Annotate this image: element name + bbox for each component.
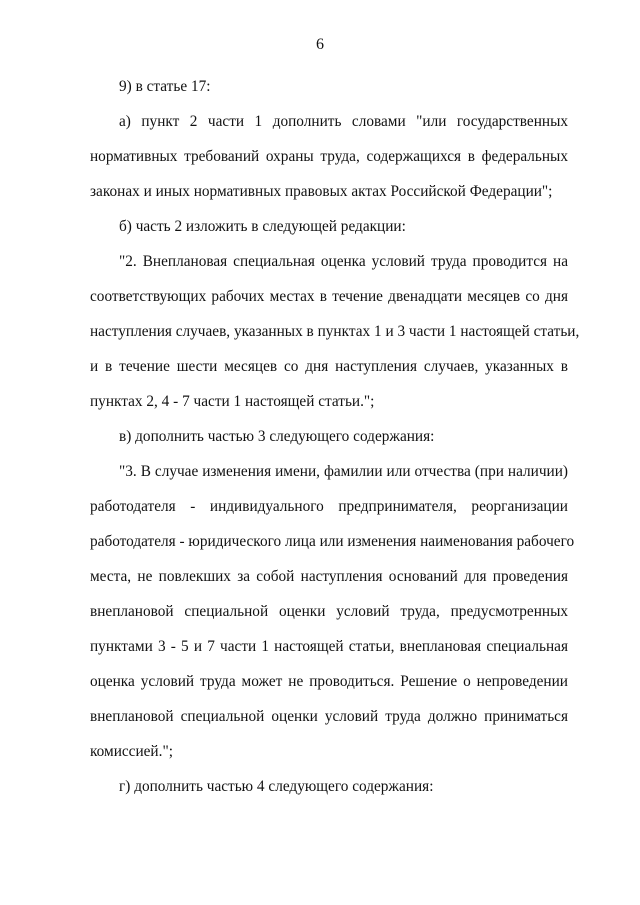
text-line: работодателя - индивидуального предпринимателя, реорганизации [90,498,568,515]
text-line: места, не повлекших за собой наступления оснований для проведения [90,568,568,585]
text-line: а) пункт 2 части 1 дополнить словами "или государственных [119,113,568,130]
text-line: внеплановой специальной оценки условий труда, предусмотренных [90,603,568,620]
text-line: соответствующих рабочих местах в течение двенадцати месяцев со дня [90,288,568,305]
text-line: комиссией."; [90,743,173,760]
text-line: внеплановой специальной оценки условий труда должно приниматься [90,708,568,725]
text-line: законах и иных нормативных правовых актах Российской Федерации"; [90,183,553,200]
text-line: г) дополнить частью 4 следующего содержания: [119,778,434,795]
text-line: наступления случаев, указанных в пунктах 1 и 3 части 1 настоящей статьи, [90,323,580,340]
text-line: пунктами 3 - 5 и 7 части 1 настоящей статьи, внеплановая специальная [90,638,568,655]
page-number: 6 [316,36,324,53]
text-line: "2. Внеплановая специальная оценка условий труда проводится на [119,253,568,270]
text-line: оценка условий труда может не проводиться. Решение о непроведении [90,673,568,690]
text-line: работодателя - юридического лица или изменения наименования рабочего [90,533,575,550]
text-line: нормативных требований охраны труда, содержащихся в федеральных [90,148,568,165]
text-line: б) часть 2 изложить в следующей редакции: [119,218,406,235]
text-line: 9) в статье 17: [119,78,211,95]
text-line: в) дополнить частью 3 следующего содержания: [119,428,435,445]
text-line: пунктах 2, 4 - 7 части 1 настоящей статьи."; [90,393,375,410]
text-line: "3. В случае изменения имени, фамилии или отчества (при наличии) [119,463,568,480]
text-line: и в течение шести месяцев со дня наступления случаев, указанных в [90,358,568,375]
